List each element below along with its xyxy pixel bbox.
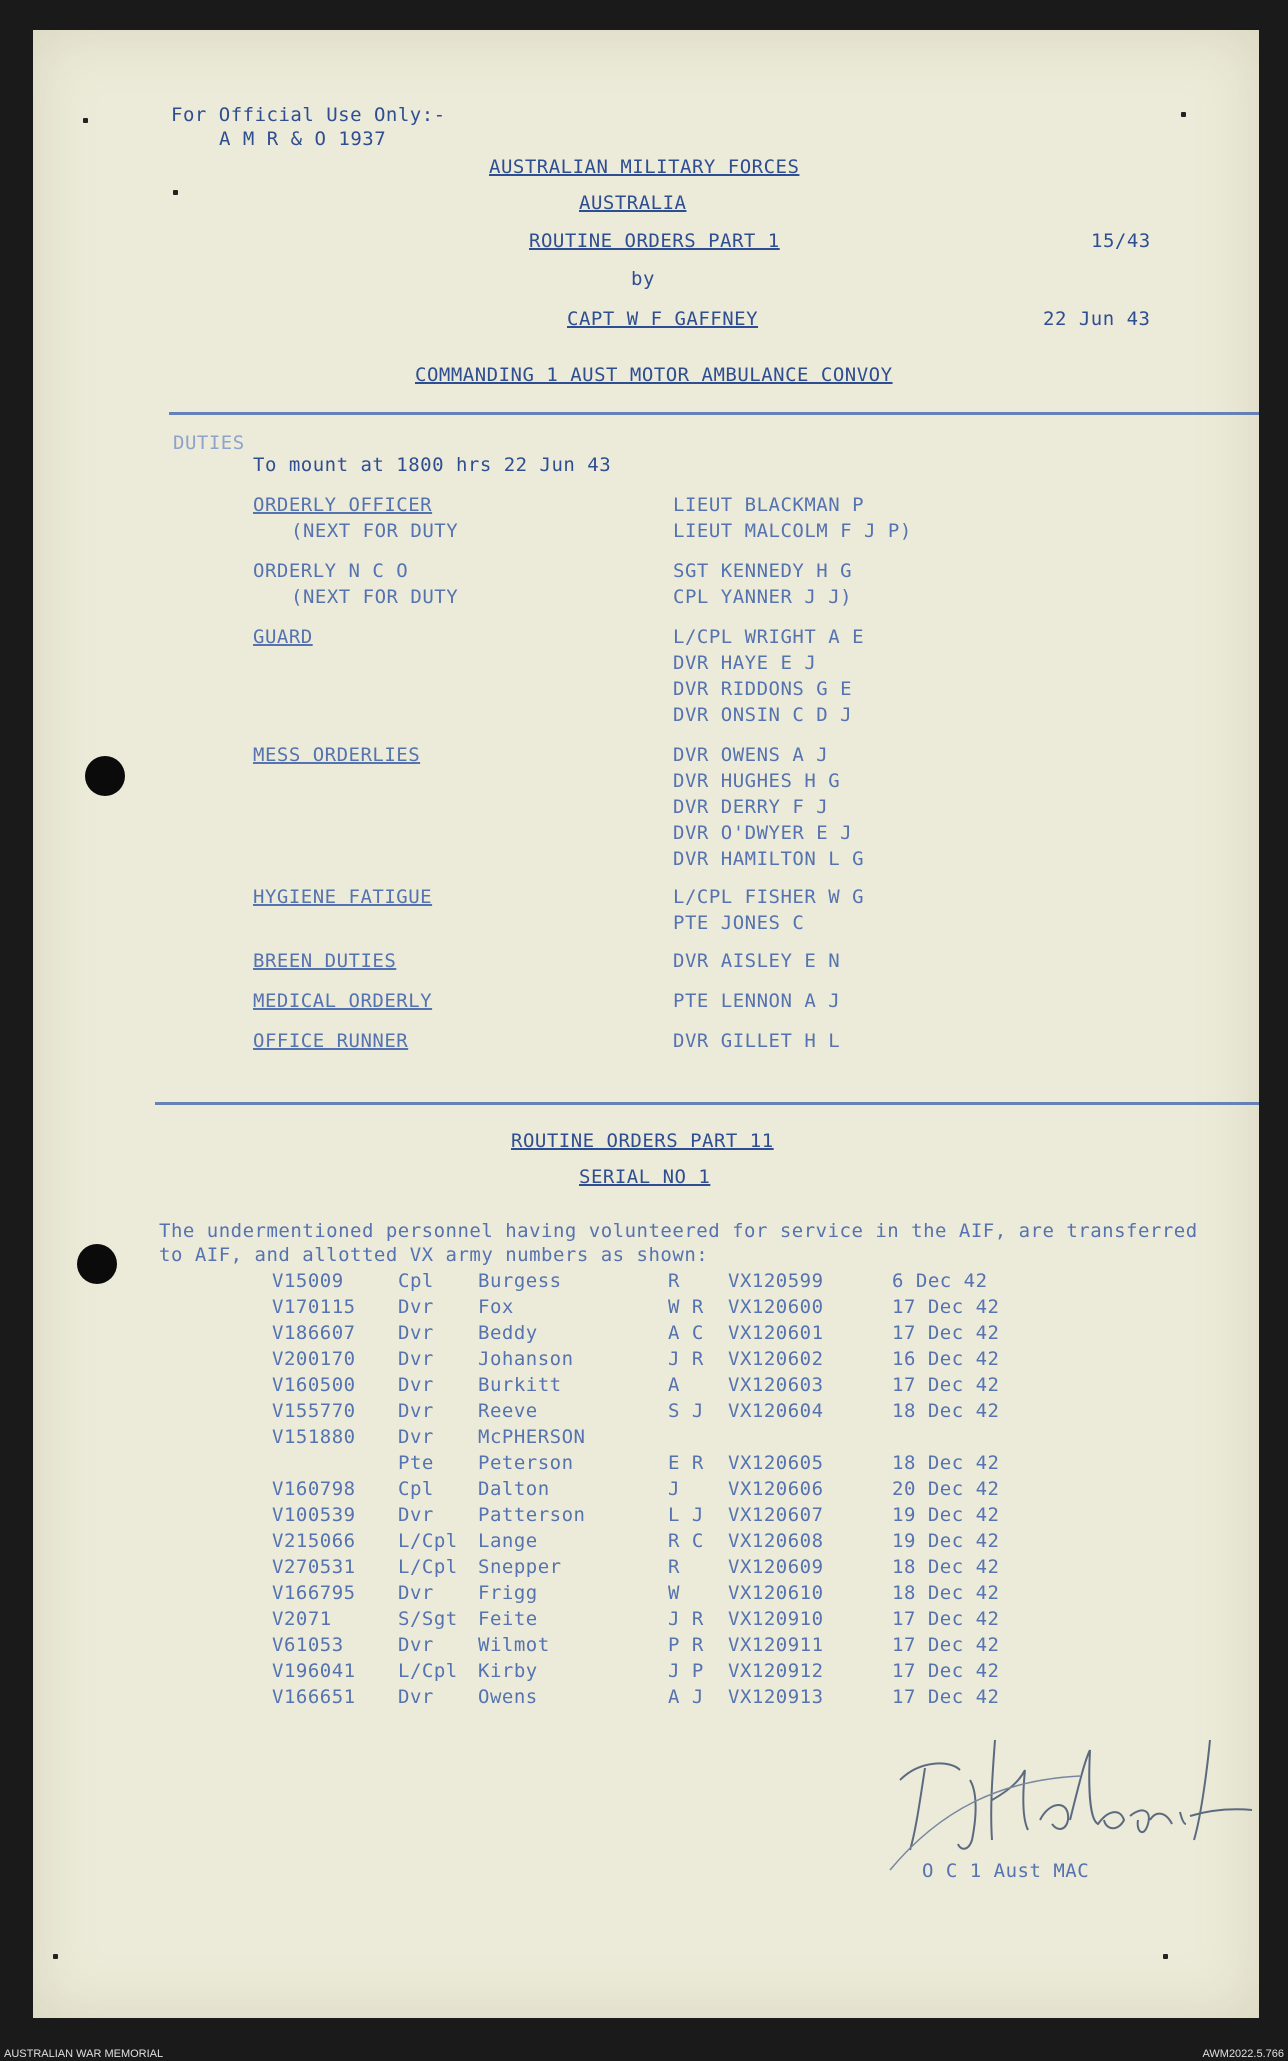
footer-archive: AUSTRALIAN WAR MEMORIAL (4, 2048, 164, 2060)
cell-name: Beddy (478, 1322, 538, 1344)
cell-vx: VX120610 (728, 1582, 824, 1604)
cell-name: Peterson (478, 1452, 574, 1474)
cell-init: A C (668, 1322, 704, 1344)
duty-name: DVR HAYE E J (673, 652, 817, 674)
cell-vx: VX120607 (728, 1504, 824, 1526)
duty-name: DVR GILLET H L (673, 1030, 841, 1052)
duty-name: DVR O'DWYER E J (673, 822, 853, 844)
duty-name: DVR DERRY F J (673, 796, 829, 818)
cell-old: V166795 (272, 1582, 356, 1604)
cell-init (668, 1424, 728, 1450)
duty-label: GUARD (253, 626, 313, 648)
duty-name: L/CPL FISHER W G (673, 886, 865, 908)
mount-time: To mount at 1800 hrs 22 Jun 43 (253, 454, 612, 476)
duty-name: DVR HUGHES H G (673, 770, 841, 792)
divider (155, 1102, 1259, 1105)
transfer-table (272, 1268, 1012, 1710)
footer-reference: AWM2022.5.766 (1202, 2048, 1284, 2060)
cell-rank: Pte (398, 1452, 434, 1474)
duty-name: LIEUT MALCOLM F J P) (673, 520, 912, 542)
duty-name: PTE LENNON A J (673, 990, 841, 1012)
cell-name: Dalton (478, 1478, 550, 1500)
header-by: by (631, 268, 655, 290)
cell-init: P R (668, 1634, 704, 1656)
order-date: 22 Jun 43 (1043, 308, 1151, 330)
cell-rank: L/Cpl (398, 1556, 458, 1578)
cell-init: J R (668, 1348, 704, 1370)
officer-name: CAPT W F GAFFNEY (567, 308, 759, 330)
cell-vx: VX120912 (728, 1660, 824, 1682)
duty-label: HYGIENE FATIGUE (253, 886, 433, 908)
cell-date: 17 Dec 42 (892, 1374, 1000, 1396)
duty-name: DVR RIDDONS G E (673, 678, 853, 700)
table-row (272, 1398, 1012, 1424)
cell-old: V151880 (272, 1426, 356, 1448)
cell-date: 19 Dec 42 (892, 1530, 1000, 1552)
cell-rank: Dvr (398, 1296, 434, 1318)
cell-init: S J (668, 1400, 704, 1422)
table-row (272, 1450, 1012, 1476)
cell-vx: VX120599 (728, 1270, 824, 1292)
order-number: 15/43 (1091, 230, 1151, 252)
table-row (272, 1528, 1012, 1554)
duties-heading: DUTIES (173, 432, 245, 454)
cell-vx: VX120603 (728, 1374, 824, 1396)
cell-date: 19 Dec 42 (892, 1504, 1000, 1526)
header-line-orders: ROUTINE ORDERS PART 1 (529, 230, 780, 252)
divider (169, 412, 1259, 415)
cell-rank: Dvr (398, 1322, 434, 1344)
table-row (272, 1606, 1012, 1632)
cell-rank: Cpl (398, 1478, 434, 1500)
cell-init: W R (668, 1296, 704, 1318)
cell-rank: Dvr (398, 1374, 434, 1396)
form-number: A M R & O 1937 (219, 128, 387, 150)
cell-date: 18 Dec 42 (892, 1582, 1000, 1604)
cell-name: Fox (478, 1296, 514, 1318)
cell-init: L J (668, 1504, 704, 1526)
header-line-country: AUSTRALIA (579, 192, 687, 214)
cell-init: J (668, 1478, 680, 1500)
duty-name: PTE JONES C (673, 912, 805, 934)
part2-intro-line1: The undermentioned personnel having volunteered for service in the AIF, are transferred (159, 1220, 1198, 1242)
cell-name: Burkitt (478, 1374, 562, 1396)
cell-rank: Dvr (398, 1348, 434, 1370)
cell-date: 17 Dec 42 (892, 1296, 1000, 1318)
table-row (272, 1502, 1012, 1528)
corner-mark (173, 190, 178, 195)
cell-date: 18 Dec 42 (892, 1400, 1000, 1422)
cell-vx: VX120606 (728, 1478, 824, 1500)
duty-name: LIEUT BLACKMAN P (673, 494, 865, 516)
cell-old: V270531 (272, 1556, 356, 1578)
cell-name: Snepper (478, 1556, 562, 1578)
table-row (272, 1294, 1012, 1320)
cell-date (892, 1424, 1012, 1450)
cell-vx: VX120600 (728, 1296, 824, 1318)
cell-name: Reeve (478, 1400, 538, 1422)
cell-old (272, 1450, 398, 1476)
cell-vx: VX120911 (728, 1634, 824, 1656)
table-row (272, 1580, 1012, 1606)
cell-old: V155770 (272, 1400, 356, 1422)
corner-mark (1181, 112, 1186, 117)
punch-hole (77, 1244, 117, 1284)
signature-scribble (880, 1720, 1260, 1880)
duty-name: SGT KENNEDY H G (673, 560, 853, 582)
cell-vx: VX120910 (728, 1608, 824, 1630)
cell-name: McPHERSON (478, 1426, 586, 1448)
cell-vx: VX120608 (728, 1530, 824, 1552)
cell-date: 17 Dec 42 (892, 1322, 1000, 1344)
cell-old: V15009 (272, 1270, 344, 1292)
part2-heading: ROUTINE ORDERS PART 11 (511, 1130, 774, 1152)
cell-date: 17 Dec 42 (892, 1660, 1000, 1682)
cell-old: V215066 (272, 1530, 356, 1552)
table-row (272, 1658, 1012, 1684)
cell-vx: VX120605 (728, 1452, 824, 1474)
cell-rank: Dvr (398, 1426, 434, 1448)
cell-date: 20 Dec 42 (892, 1478, 1000, 1500)
cell-name: Patterson (478, 1504, 586, 1526)
table-row (272, 1320, 1012, 1346)
part2-subheading: SERIAL NO 1 (579, 1166, 711, 1188)
corner-mark (1163, 1954, 1168, 1959)
cell-rank: Dvr (398, 1400, 434, 1422)
duty-label: BREEN DUTIES (253, 950, 397, 972)
duty-label: OFFICE RUNNER (253, 1030, 409, 1052)
corner-mark (83, 118, 88, 123)
table-row (272, 1268, 1012, 1294)
cell-old: V160798 (272, 1478, 356, 1500)
cell-rank: Dvr (398, 1634, 434, 1656)
table-row (272, 1554, 1012, 1580)
cell-name: Burgess (478, 1270, 562, 1292)
table-row (272, 1346, 1012, 1372)
unit-name: COMMANDING 1 AUST MOTOR AMBULANCE CONVOY (415, 364, 893, 386)
header-line-forces: AUSTRALIAN MILITARY FORCES (489, 156, 800, 178)
cell-init: J P (668, 1660, 704, 1682)
cell-old: V196041 (272, 1660, 356, 1682)
cell-old: V100539 (272, 1504, 356, 1526)
duty-name: L/CPL WRIGHT A E (673, 626, 865, 648)
signature-text (880, 1720, 881, 1721)
cell-name: Lange (478, 1530, 538, 1552)
table-row (272, 1424, 1012, 1450)
cell-init: W (668, 1582, 680, 1604)
table-row (272, 1372, 1012, 1398)
cell-vx: VX120913 (728, 1686, 824, 1708)
duty-label-2: (NEXT FOR DUTY (291, 586, 459, 608)
cell-date: 6 Dec 42 (892, 1270, 988, 1292)
duty-name: DVR HAMILTON L G (673, 848, 865, 870)
corner-mark (53, 1954, 58, 1959)
cell-old: V200170 (272, 1348, 356, 1370)
duty-name: DVR ONSIN C D J (673, 704, 853, 726)
cell-date: 17 Dec 42 (892, 1634, 1000, 1656)
duty-label: ORDERLY OFFICER (253, 494, 433, 516)
duty-name: DVR AISLEY E N (673, 950, 841, 972)
cell-rank: L/Cpl (398, 1660, 458, 1682)
cell-rank: Dvr (398, 1582, 434, 1604)
part2-intro-line2: to AIF, and allotted VX army numbers as shown: (159, 1244, 709, 1266)
cell-vx (728, 1424, 892, 1450)
cell-init: J R (668, 1608, 704, 1630)
cell-name: Wilmot (478, 1634, 550, 1656)
signature-title: O C 1 Aust MAC (922, 1860, 1090, 1882)
cell-name: Frigg (478, 1582, 538, 1604)
cell-old: V2071 (272, 1608, 332, 1630)
duty-name: CPL YANNER J J) (673, 586, 853, 608)
cell-date: 18 Dec 42 (892, 1556, 1000, 1578)
cell-old: V61053 (272, 1634, 344, 1656)
cell-rank: Dvr (398, 1504, 434, 1526)
cell-name: Owens (478, 1686, 538, 1708)
duty-name: DVR OWENS A J (673, 744, 829, 766)
cell-name: Johanson (478, 1348, 574, 1370)
cell-init: R (668, 1270, 680, 1292)
cell-name: Feite (478, 1608, 538, 1630)
cell-old: V186607 (272, 1322, 356, 1344)
cell-date: 16 Dec 42 (892, 1348, 1000, 1370)
duty-label: ORDERLY N C O (253, 560, 409, 582)
punch-hole (85, 756, 125, 796)
table-row (272, 1632, 1012, 1658)
cell-vx: VX120609 (728, 1556, 824, 1578)
cell-rank: S/Sgt (398, 1608, 458, 1630)
cell-vx: VX120604 (728, 1400, 824, 1422)
cell-old: V160500 (272, 1374, 356, 1396)
cell-init: A J (668, 1686, 704, 1708)
cell-rank: L/Cpl (398, 1530, 458, 1552)
cell-date: 17 Dec 42 (892, 1686, 1000, 1708)
cell-name: Kirby (478, 1660, 538, 1682)
cell-init: R (668, 1556, 680, 1578)
cell-init: E R (668, 1452, 704, 1474)
duty-label: MESS ORDERLIES (253, 744, 421, 766)
cell-date: 18 Dec 42 (892, 1452, 1000, 1474)
cell-old: V170115 (272, 1296, 356, 1318)
cell-date: 17 Dec 42 (892, 1608, 1000, 1630)
table-row (272, 1476, 1012, 1502)
duty-label-2: (NEXT FOR DUTY (291, 520, 459, 542)
official-use-label: For Official Use Only:- (171, 104, 446, 126)
cell-vx: VX120601 (728, 1322, 824, 1344)
cell-rank: Dvr (398, 1686, 434, 1708)
cell-rank: Cpl (398, 1270, 434, 1292)
duty-label: MEDICAL ORDERLY (253, 990, 433, 1012)
cell-init: A (668, 1374, 680, 1396)
cell-old: V166651 (272, 1686, 356, 1708)
cell-vx: VX120602 (728, 1348, 824, 1370)
cell-init: R C (668, 1530, 704, 1552)
table-row (272, 1684, 1012, 1710)
